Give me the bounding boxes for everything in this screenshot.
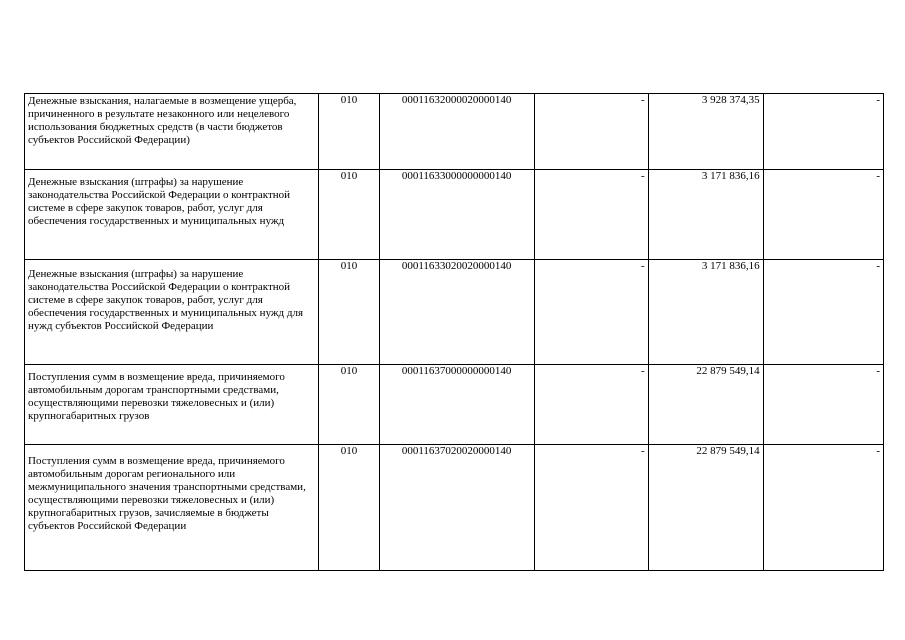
table-row <box>25 445 884 571</box>
budget-code-cell: 00011633000000000140 <box>379 170 534 260</box>
executed-amount-cell: 22 879 549,14 <box>648 445 763 571</box>
executed-amount-cell: 3 171 836,16 <box>648 170 763 260</box>
budget-code-cell: 00011637000000000140 <box>379 365 534 445</box>
line-code-cell: 010 <box>319 94 379 170</box>
table-row <box>25 94 884 170</box>
unexecuted-amount-cell: - <box>763 365 883 445</box>
income-name-cell: Денежные взыскания, налагаемые в возмещение ущерба, причиненного в результате незаконного или нецелевого использования бюджетных средств (в части бюджетов субъектов Российской Федерации) <box>25 94 319 170</box>
unexecuted-amount-cell: - <box>763 94 883 170</box>
approved-amount-cell: - <box>534 170 648 260</box>
unexecuted-amount-cell: - <box>763 445 883 571</box>
executed-amount-cell: 3 171 836,16 <box>648 260 763 365</box>
report-table <box>24 93 884 571</box>
income-name-cell: Денежные взыскания (штрафы) за нарушение законодательства Российской Федерации о контрактной системе в сфере закупок товаров, работ, услуг для обеспечения государственных и муниципальных нужд <box>25 170 319 260</box>
budget-code-cell: 00011637020020000140 <box>379 445 534 571</box>
income-name-cell: Поступления сумм в возмещение вреда, причиняемого автомобильным дорогам регионального или межмуниципального значения транспортными средствами, осуществляющими перевозки тяжеловесных и (или) крупногабаритных грузов, зачисляемые в бюджеты субъектов Российской Федерации <box>25 445 319 571</box>
line-code-cell: 010 <box>319 445 379 571</box>
executed-amount-cell: 3 928 374,35 <box>648 94 763 170</box>
unexecuted-amount-cell: - <box>763 260 883 365</box>
income-name-cell: Поступления сумм в возмещение вреда, причиняемого автомобильным дорогам транспортными средствами, осуществляющими перевозки тяжеловесных и (или) крупногабаритных грузов <box>25 365 319 445</box>
executed-amount-cell: 22 879 549,14 <box>648 365 763 445</box>
table-row <box>25 170 884 260</box>
unexecuted-amount-cell: - <box>763 170 883 260</box>
line-code-cell: 010 <box>319 365 379 445</box>
budget-code-cell: 00011633020020000140 <box>379 260 534 365</box>
income-name-cell: Денежные взыскания (штрафы) за нарушение законодательства Российской Федерации о контрактной системе в сфере закупок товаров, работ, услуг для обеспечения государственных и муниципальных нужд для нужд субъектов Российской Федерации <box>25 260 319 365</box>
table-row <box>25 260 884 365</box>
approved-amount-cell: - <box>534 260 648 365</box>
approved-amount-cell: - <box>534 445 648 571</box>
approved-amount-cell: - <box>534 365 648 445</box>
line-code-cell: 010 <box>319 260 379 365</box>
budget-code-cell: 00011632000020000140 <box>379 94 534 170</box>
line-code-cell: 010 <box>319 170 379 260</box>
approved-amount-cell: - <box>534 94 648 170</box>
table-row <box>25 365 884 445</box>
